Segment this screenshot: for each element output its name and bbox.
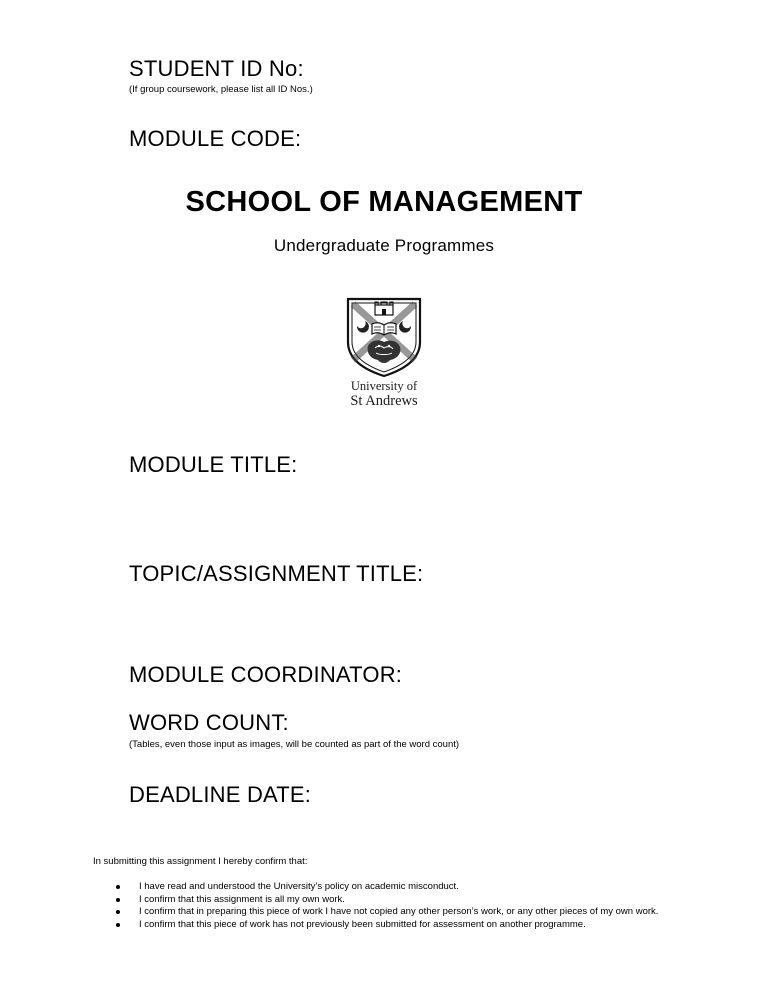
bullet-icon [116,923,120,927]
word-count-note: (Tables, even those input as images, will be counted as part of the word count) [129,739,460,750]
bullet-icon [116,910,120,914]
declaration-item: I have read and understood the University’s policy on academic misconduct. [93,881,713,893]
university-name-line1: University of [350,379,418,393]
declaration-item: I confirm that this assignment is all my own work. [93,894,713,906]
declaration-item: I confirm that this piece of work has not previously been submitted for assessment on another programme. [93,919,713,931]
bullet-icon [116,898,120,902]
topic-assignment-title-label: TOPIC/ASSIGNMENT TITLE: [129,561,424,586]
school-title: SCHOOL OF MANAGEMENT [185,186,583,218]
declaration-intro: In submitting this assignment I hereby confirm that: [93,856,308,867]
university-crest-icon [345,296,423,378]
bullet-icon [116,885,120,889]
student-id-note: (If group coursework, please list all ID Nos.) [129,84,313,95]
module-title-label: MODULE TITLE: [129,452,298,477]
word-count-label: WORD COUNT: [129,710,289,735]
programme-subtitle: Undergraduate Programmes [273,236,495,255]
declaration-item: I confirm that in preparing this piece of work I have not copied any other person’s work, or any other pieces of my own work. [93,906,713,918]
student-id-label: STUDENT ID No: [129,56,304,81]
university-name-line2: St Andrews [350,393,418,409]
deadline-date-label: DEADLINE DATE: [129,782,312,807]
module-coordinator-label: MODULE COORDINATOR: [129,662,403,687]
declaration-list [93,881,713,931]
module-code-label: MODULE CODE: [129,126,302,151]
